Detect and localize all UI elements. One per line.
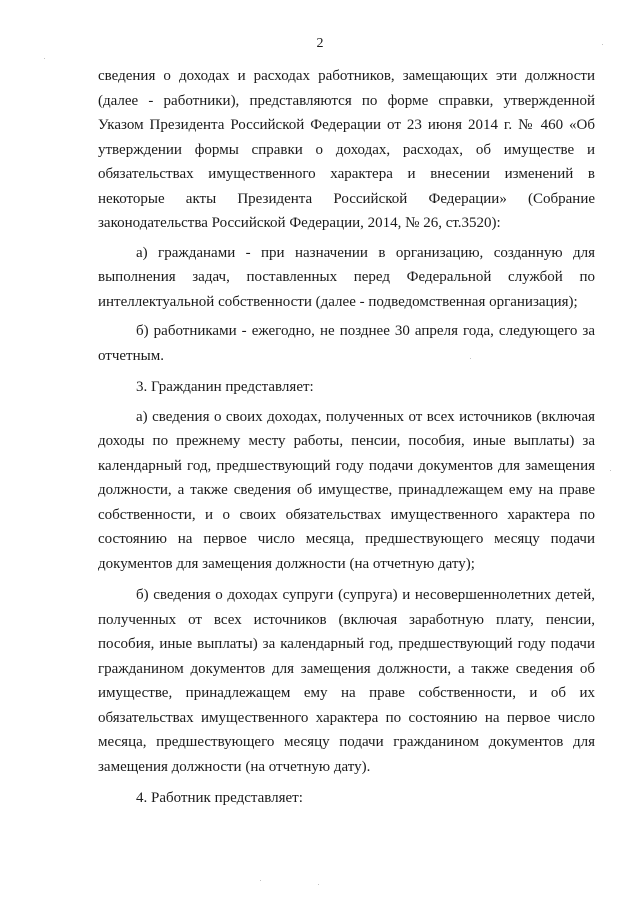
paragraph-item-a-citizens: а) гражданами - при назначении в организацию, созданную для выполнения задач, поставленных перед Федеральной службой по интеллектуальной собственности (далее - подведомственная организация);	[98, 244, 595, 310]
paragraph-citizen-item-b: б) сведения о доходах супруги (супруга) и несовершеннолетних детей, полученных от всех источников (включая заработную плату, пенсии, пособия, иные выплаты) за календарный год, предшествующий году подачи гражданином документов для замещения должности, а также сведения об имуществе, принадлежащем ему на праве собственности, и об их обязательствах имущественного характера по состоянию на первое число месяца, предшествующего месяцу подачи гражданином документов для замещения должности (на отчетную дату).	[98, 587, 595, 775]
paragraph-citizen-item-a: а) сведения о своих доходах, полученных от всех источников (включая доходы по прежнему месту работы, пенсии, пособия, иные выплаты) за календарный год, предшествующий году подачи документов для замещения должности, а также сведения об имуществе, принадлежащем ему на праве собственности, и о своих обязательствах имущественного характера по состоянию на первое число месяца, предшествующего месяцу подачи документов для замещения должности (на отчетную дату);	[98, 408, 595, 572]
paragraph-income-reporting-form: сведения о доходах и расходах работников, замещающих эти должности (далее - работники), представляются по форме справки, утвержденной Указом Президента Российской Федерации от 23 июня 2014 г. № 460 «Об утверждении формы справки о доходах, расходах, об имуществе и обязательствах имущественного характера и внесении изменений в некоторые акты Президента Российской Федерации» (Собрание законодательства Российской Федерации, 2014, № 26, ст.3520):	[98, 68, 595, 231]
document-body	[98, 64, 595, 811]
page-number: 2	[316, 36, 324, 51]
section-heading-4: 4. Работник представляет:	[136, 790, 303, 806]
paragraph-item-b-employees: б) работниками - ежегодно, не позднее 30 апреля года, следующего за отчетным.	[98, 323, 595, 364]
section-heading-3: 3. Гражданин представляет:	[136, 379, 314, 395]
